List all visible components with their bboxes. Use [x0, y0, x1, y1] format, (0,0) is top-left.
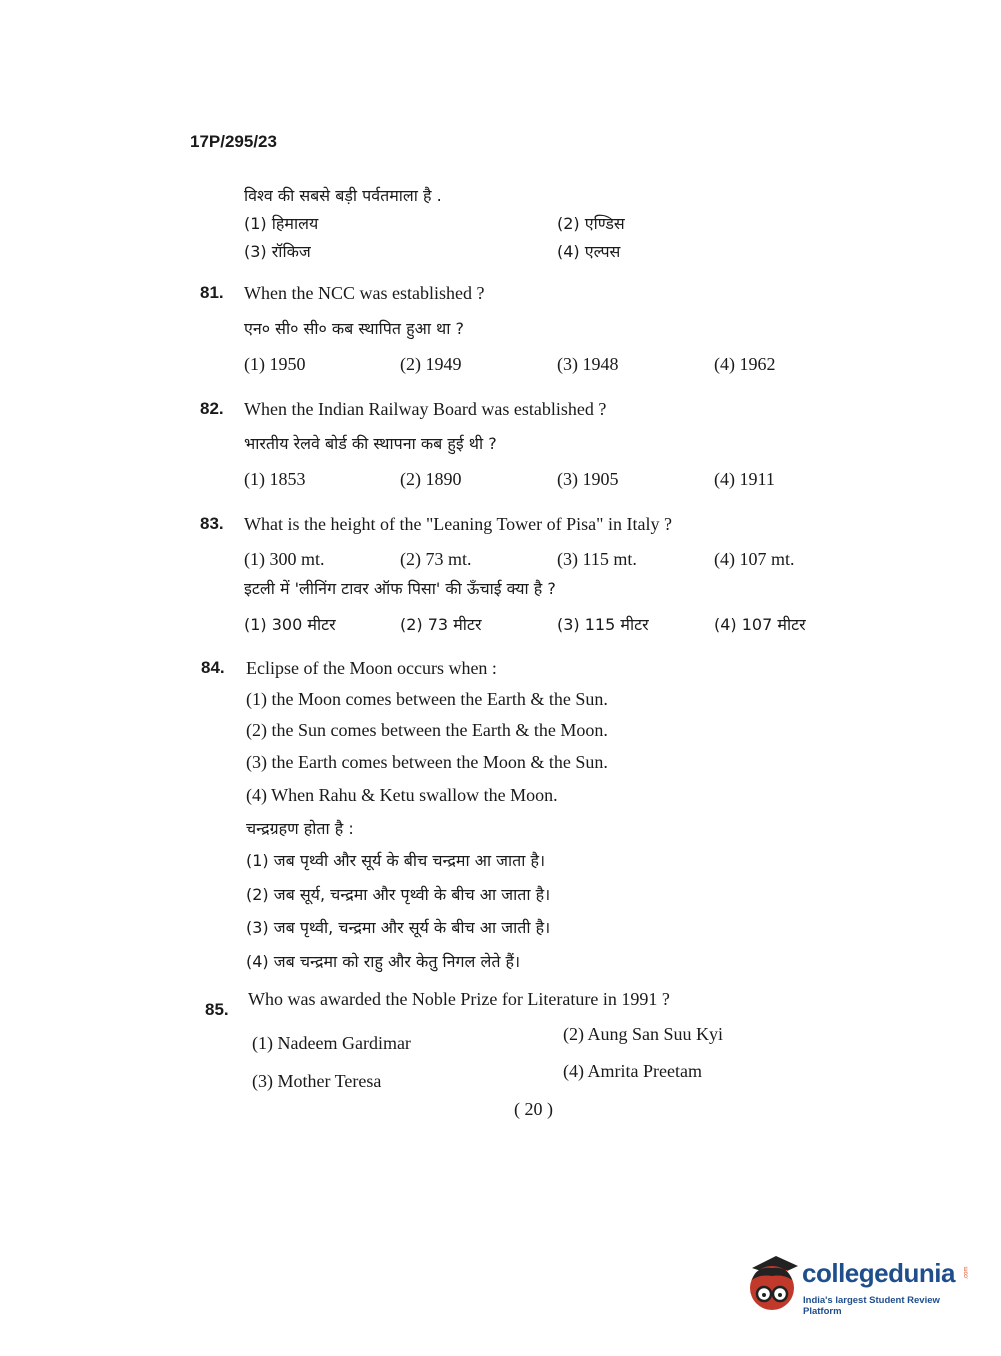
q83-option-en-1: (1) 300 mt.	[244, 549, 325, 569]
q85-option-2: (2) Aung San Suu Kyi	[563, 1024, 724, 1044]
q83-text-hindi: इटली में 'लीनिंग टावर ऑफ पिसा' की ऊँचाई क्या है ?	[244, 579, 556, 598]
q81-option-3: (3) 1948	[557, 354, 619, 374]
q83-text-english: What is the height of the "Leaning Tower of Pisa" in Italy ?	[244, 514, 672, 534]
q82-text-hindi: भारतीय रेलवे बोर्ड की स्थापना कब हुई थी ?	[244, 434, 497, 453]
q81-text-english: When the NCC was established ?	[244, 283, 485, 303]
q83-option-en-4: (4) 107 mt.	[714, 549, 795, 569]
logo-wordmark: collegedunia	[802, 1258, 955, 1288]
q82-option-2: (2) 1890	[400, 469, 462, 489]
page-number: ( 20 )	[514, 1099, 553, 1119]
logo-tagline: India's largest Student Review Platform	[803, 1295, 940, 1317]
q81-text-hindi: एन० सी० सी० कब स्थापित हुआ था ?	[244, 319, 464, 338]
q82-option-1: (1) 1853	[244, 469, 306, 489]
q84-option-en-3: (3) the Earth comes between the Moon & the Sun.	[246, 752, 608, 772]
q80-option-1: (1) हिमालय	[244, 214, 319, 233]
q84-option-hi-2: (2) जब सूर्य, चन्द्रमा और पृथ्वी के बीच आ जाता है।	[246, 885, 551, 904]
q83-option-hi-2: (2) 73 मीटर	[400, 615, 482, 634]
q84-option-en-1: (1) the Moon comes between the Earth & the Sun.	[246, 689, 608, 709]
q81-option-4: (4) 1962	[714, 354, 776, 374]
collegedunia-logo	[742, 1250, 972, 1320]
q82-number: 82.	[200, 399, 224, 418]
q84-option-hi-1: (1) जब पृथ्वी और सूर्य के बीच चन्द्रमा आ जाता है।	[246, 851, 546, 870]
q85-option-4: (4) Amrita Preetam	[563, 1061, 702, 1081]
q84-option-hi-3: (3) जब पृथ्वी, चन्द्रमा और सूर्य के बीच आ जाती है।	[246, 918, 551, 937]
q80-text-hindi: विश्व की सबसे बड़ी पर्वतमाला है .	[244, 186, 442, 205]
q82-text-english: When the Indian Railway Board was established ?	[244, 399, 607, 419]
q85-text-english: Who was awarded the Noble Prize for Literature in 1991 ?	[248, 989, 670, 1009]
q81-option-2: (2) 1949	[400, 354, 462, 374]
q83-number: 83.	[200, 514, 224, 533]
q84-option-en-2: (2) the Sun comes between the Earth & the Moon.	[246, 720, 608, 740]
q84-text-hindi: चन्द्रग्रहण होता है :	[246, 819, 354, 838]
logo-domain-suffix: .com	[963, 1266, 970, 1280]
q85-number: 85.	[205, 1000, 229, 1019]
paper-code: 17P/295/23	[190, 132, 277, 151]
q84-number: 84.	[201, 658, 225, 677]
student-mascot-icon	[742, 1250, 802, 1320]
q83-option-en-3: (3) 115 mt.	[557, 549, 637, 569]
q84-option-en-4: (4) When Rahu & Ketu swallow the Moon.	[246, 785, 558, 805]
q83-option-hi-3: (3) 115 मीटर	[557, 615, 649, 634]
q85-option-1: (1) Nadeem Gardimar	[252, 1033, 411, 1053]
q83-option-hi-4: (4) 107 मीटर	[714, 615, 806, 634]
q82-option-3: (3) 1905	[557, 469, 619, 489]
q81-number: 81.	[200, 283, 224, 302]
q84-text-english: Eclipse of the Moon occurs when :	[246, 658, 497, 678]
q81-option-1: (1) 1950	[244, 354, 306, 374]
q82-option-4: (4) 1911	[714, 469, 775, 489]
q80-option-2: (2) एण्डिस	[557, 214, 625, 233]
q83-option-hi-1: (1) 300 मीटर	[244, 615, 336, 634]
q80-option-3: (3) रॉकिज	[244, 242, 311, 261]
q84-option-hi-4: (4) जब चन्द्रमा को राहु और केतु निगल लेते हैं।	[246, 952, 521, 971]
q85-option-3: (3) Mother Teresa	[252, 1071, 382, 1091]
q83-option-en-2: (2) 73 mt.	[400, 549, 472, 569]
q80-option-4: (4) एल्पस	[557, 242, 621, 261]
